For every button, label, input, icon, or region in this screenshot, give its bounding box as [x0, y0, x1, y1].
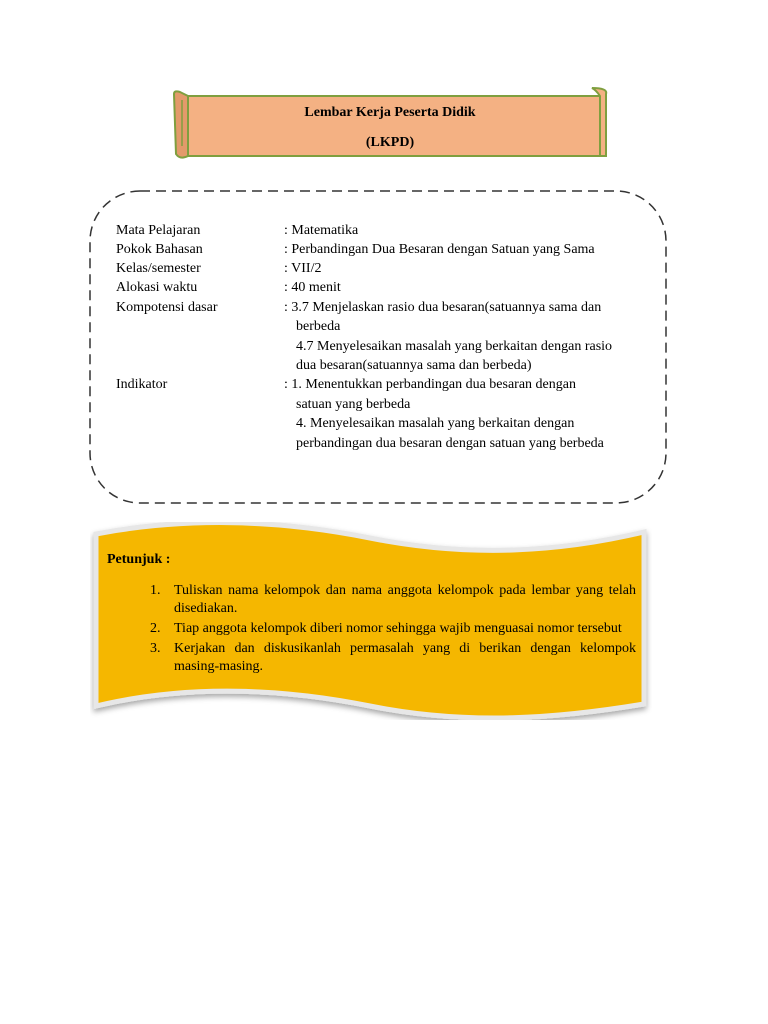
list-item-text: Kerjakan dan diskusikanlah permasalah yang di berikan dengan kelompok masing-masing.	[174, 641, 636, 674]
list-item-text: Tuliskan nama kelompok dan nama anggota kelompok pada lembar yang telah disediakan.	[174, 583, 636, 616]
list-item	[150, 620, 636, 638]
list-item	[150, 640, 636, 676]
value-indikator: : 1. Menentukkan perbandingan dua besaran dengan	[284, 377, 576, 392]
indikator-continuation-line: satuan yang berbeda	[296, 397, 411, 412]
value-alokasi-waktu: : 40 menit	[284, 280, 341, 295]
label-kompetensi-dasar: Kompotensi dasar	[116, 300, 218, 315]
value-kompetensi-dasar: : 3.7 Menjelaskan rasio dua besaran(satuannya sama dan	[284, 300, 602, 315]
title-banner	[170, 84, 610, 162]
label-indikator: Indikator	[116, 377, 168, 392]
page-subtitle: (LKPD)	[365, 135, 415, 150]
list-item-text: Tiap anggota kelompok diberi nomor sehingga wajib menguasai nomor tersebut	[174, 621, 622, 636]
kd-continuation-line: dua besaran(satuannya sama dan berbeda)	[296, 358, 532, 373]
list-item-number: 3.	[150, 641, 161, 656]
value-mata-pelajaran: : Matematika	[284, 223, 359, 238]
page-title: Lembar Kerja Peserta Didik	[304, 105, 476, 120]
value-pokok-bahasan: : Perbandingan Dua Besaran dengan Satuan yang Sama	[284, 242, 595, 257]
instructions-list	[150, 582, 636, 678]
instructions-title: Petunjuk :	[107, 552, 171, 567]
kd-continuation-line: 4.7 Menyelesaikan masalah yang berkaitan dengan rasio	[296, 339, 613, 354]
kd-continuation-line: berbeda	[296, 319, 341, 334]
indikator-continuation-line: 4. Menyelesaikan masalah yang berkaitan dengan	[296, 416, 575, 431]
value-kelas-semester: : VII/2	[284, 261, 322, 276]
list-item-number: 1.	[150, 583, 161, 598]
label-pokok-bahasan: Pokok Bahasan	[116, 242, 203, 257]
list-item	[150, 582, 636, 618]
label-mata-pelajaran: Mata Pelajaran	[116, 223, 201, 238]
list-item-number: 2.	[150, 621, 161, 636]
indikator-continuation-line: perbandingan dua besaran dengan satuan yang berbeda	[296, 436, 604, 451]
label-alokasi-waktu: Alokasi waktu	[116, 280, 198, 295]
label-kelas-semester: Kelas/semester	[116, 261, 201, 276]
